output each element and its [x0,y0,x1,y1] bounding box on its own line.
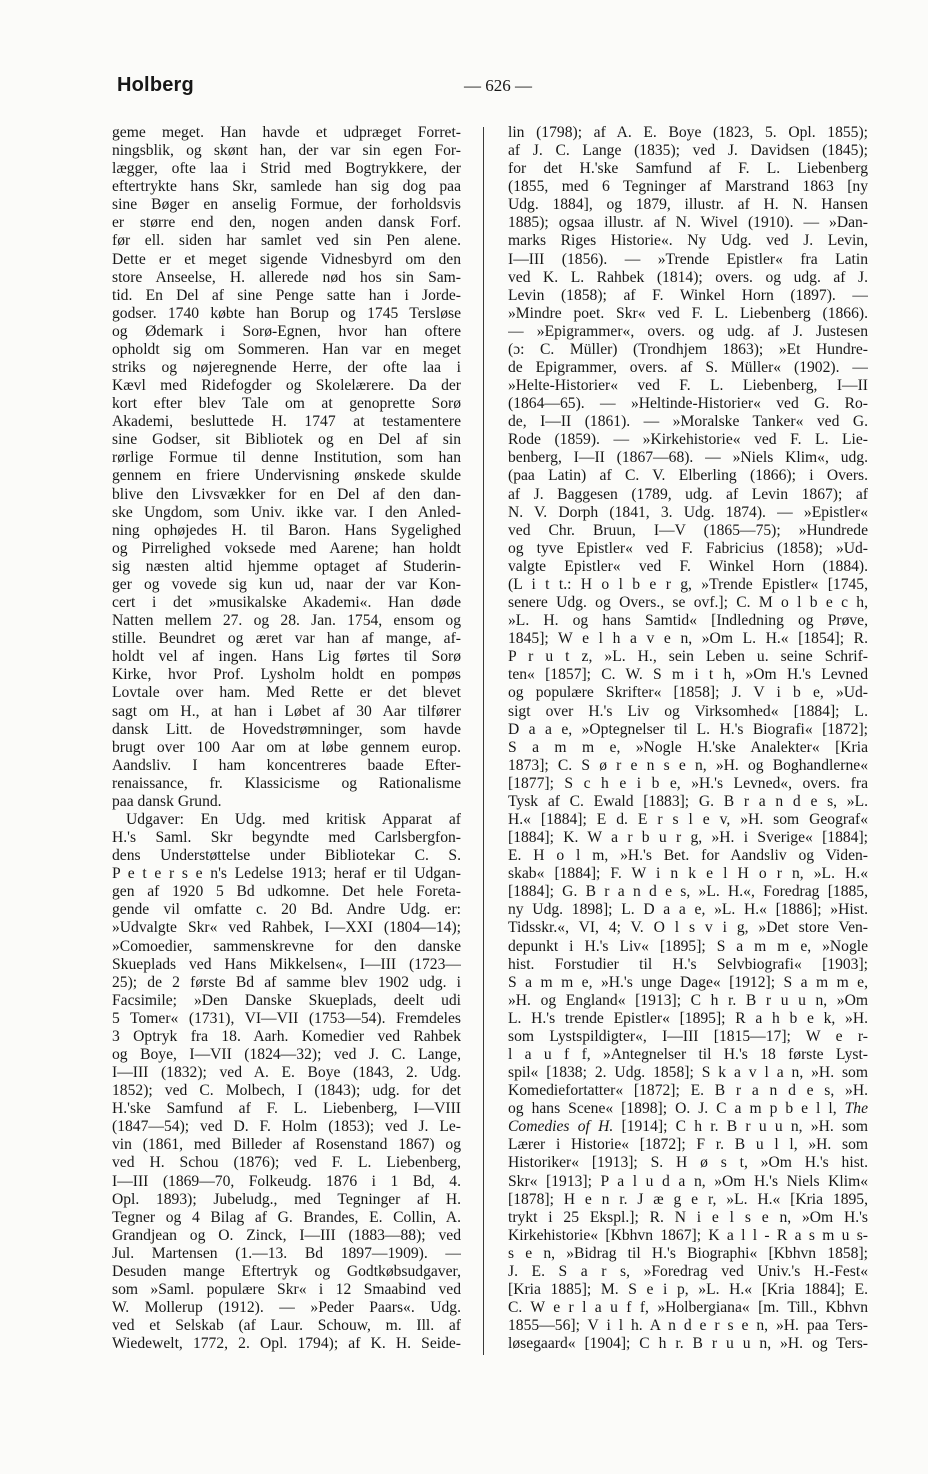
text-line: Lærer i Historie« [1872]; F r. B u l l, »H. som [508,1136,868,1154]
text-line: stille. Beundret og æret var han af mange, af- [112,630,461,648]
text-line: P r u t z, »L. H., sein Leben u. seine Schrif- [508,648,868,666]
text-line: som Lystspildigter«, I—III [1815—17]; W e r- [508,1027,868,1045]
text-line: ved K. L. Rahbek (1814); overs. og udg. af J. [508,268,868,286]
text-line: ten« [1857]; C. W. S m i t h, »Om H.'s Levned [508,666,868,684]
text-line: holdt vel af ingen. Hans Lig førtes til Sorø [112,648,461,666]
text-line: Skueplads ved Hans Mikkelsen«, I—III (1723— [112,955,461,973]
text-line: (L i t t.: H o l b e r g, »Trende Epistler« [1745, [508,575,868,593]
text-line: Kirkehistorie« [Kbhvn 1867]; K a l l - R a s m u s- [508,1226,868,1244]
text-line: 25); de 2 første Bd af samme blev 1902 udg. i [112,973,461,991]
text-line: blive den Livsvækker for en Del af den dan- [112,485,461,503]
text-line: Akademi, besluttede H. 1747 at testamentere [112,413,461,431]
text-line: ved H. Schou (1876); ved F. L. Liebenberg, [112,1154,461,1172]
text-line: Wiedewelt, 1772, 2. Opl. 1794); af K. H. Seide- [112,1335,461,1353]
text-line: er større end den, nogen anden dansk Forf. [112,214,461,232]
text-line: I—III (1869—70, Folkeudg. 1876 i 1 Bd, 4. [112,1172,461,1190]
text-segment: [1914]; C h r. B r u u n, »H. som [613,1118,868,1136]
text-line: vin (1861, med Billeder af Rosenstand 1867) og [112,1136,461,1154]
text-line: for det H.'ske Samfund af F. L. Liebenberg [508,160,868,178]
text-line: sig næsten altid hjemme optaget af Studerin- [112,557,461,575]
text-line: valgte Epistler« ved F. Winkel Horn (1884). [508,557,868,575]
text-line: [Kria 1885]; M. S e i p, »L. H.« [Kria 1884]; E. [508,1281,868,1298]
text-line: H.« [1884]; E d. E r s l e v, »H. som Geograf« [508,810,868,828]
text-line: lægger, ofte laa i Strid med Bogtrykkere, der [112,160,461,178]
text-line: og Pirrelighed voksede med Aarene; han holdt [112,539,461,557]
text-line: gennem en friere Undervisning ønskede skulde [112,467,461,485]
text-line: godser. 1740 købte han Borup og 1745 Tersløse [112,304,461,322]
text-line: sine Bøger en anselig Formue, der forholdsvis [112,196,461,214]
text-line: paa dansk Grund. [112,792,222,810]
text-line: »Comoedier, sammenskrevne for den danske [112,937,461,955]
text-line: Kævl med Ridefogder og Skolelærere. Da der [112,377,461,395]
text-line: sine Godser, sit Bibliotek og en Del af sin [112,431,461,449]
text-line [508,1100,868,1118]
text-line: C. W e r l a u f f, »Holbergiana« [m. Till., Kbhvn [508,1299,868,1317]
text-line: s e n, »Bidrag til H.'s Biographi« [Kbhvn 1858]; [508,1244,868,1262]
text-line: L. H.'s trende Epistler« [1895]; R a h b e k, »H. [508,1009,868,1027]
text-line: [1884]; G. B r a n d e s, »L. H.«, Foredrag [1885, [508,883,868,901]
text-line: tid. En Del af sine Penge satte han i Jorde- [112,286,461,304]
text-line: »Udvalgte Skr« ved Rahbek, I—XXI (1804—14); [112,919,461,937]
text-line: (1864—65). — »Heltinde-Historier« ved G. Ro- [508,395,868,413]
text-line: trykt i 25 Ekspl.]; R. N i e l s e n, »Om H.'s [508,1208,868,1226]
text-line: og tyve Epistler« ved F. Fabricius (1858); »Ud- [508,539,868,557]
text-line: depunkt i H.'s Liv« [1895]; S a m m e, »Nogle [508,937,868,955]
text-line: striks og nøjeregnende Herre, der ofte laa i [112,359,461,377]
text-line: gende vil omfatte c. 20 Bd. Andre Udg. er: [112,901,461,919]
text-line: J. E. S a r s, »Foredrag ved Univ.'s H.-Fest« [508,1262,868,1280]
text-line: Facsimile; »Den Danske Skueplads, deelt udi [112,991,461,1009]
text-line: de, I—II (1861). — »Moralske Tanker« ved G. [508,413,868,431]
text-line: »Mindre poet. Skr« ved F. L. Liebenberg (1866). [508,304,868,322]
italic-title: The [844,1100,868,1118]
text-line: P e t e r s e n's Ledelse 1913; heraf er til Udgan- [112,865,461,883]
text-line: Natten mellem 27. og 28. Jan. 1754, ensom og [112,612,461,630]
text-line: Tidsskr.«, VI, 4; V. O l s v i g, »Det store Ven- [508,919,868,937]
text-line: 3 Optryk fra 18. Aarh. Komedier ved Rahbek [112,1027,461,1045]
text-line: gen af 1920 5 Bd udkomne. Det hele Foreta- [112,883,461,901]
text-line: cert i det »musikalske Akademi«. Han døde [112,594,461,612]
text-line: af J. C. Lange (1835); ved J. Davidsen (1845); [508,142,868,160]
text-line: spil« [1838; 2. Udg. 1858]; S k a v l a n, »H. som [508,1064,868,1082]
text-line: I—III (1832); ved A. E. Boye (1843, 2. Udg. [112,1064,461,1082]
text-line: brugt over 100 Aar om at løbe gennem europ. [112,738,461,756]
text-line: l a u f f, »Antegnelser til H.'s 18 første Lyst- [508,1045,868,1063]
page-number: — 626 — [464,76,532,95]
text-line: Rode (1859). — »Kirkehistorie« ved F. L. Lie- [508,431,868,449]
text-line: lin (1798); af A. E. Boye (1823, 5. Opl. 1855); [508,124,868,141]
text-line: sigt over H.'s Liv og Virksomhed« [1884]; L. [508,702,868,720]
text-line: D a a e, »Optegnelser til L. H.'s Biografi« [1872]; [508,720,868,738]
text-line: 1885); ogsaa illustr. af N. Wivel (1910). — »Dan- [508,214,868,232]
text-line: [1877]; S c h e i b e, »H.'s Levned«, overs. fra [508,774,868,792]
text-line: S a m m e, »H.'s unge Dage« [1912]; S a m m e, [508,973,868,991]
text-line: Udgaver: En Udg. med kritisk Apparat af [126,810,461,828]
text-line: ved Chr. Bruun, I—V (1865—75); »Hundrede [508,521,868,539]
text-line: opholdt sig om Sommeren. Han var en meget [112,340,461,358]
text-line: Skr« [1913]; P a l u d a n, »Om H.'s Niels Klim« [508,1172,868,1190]
text-line: dansk Litt. de Hovedstrømninger, som havde [112,720,461,738]
text-line: senere Udg. og Overs., se ovf.]; C. M o l b e c h, [508,594,868,612]
text-line: skab« [1884]; F. W i n k e l H o r n, »L. H.« [508,865,868,883]
text-line: W. Mollerup (1912). — »Peder Paars«. Udg. [112,1299,461,1317]
text-line: ger og vovede sig kun ud, naar der var Kon- [112,575,461,593]
text-line: I—III (1856). — »Trende Epistler« fra Latin [508,250,868,268]
text-line: store Anseelse, H. allerede nød hos sin Sam- [112,268,461,286]
text-line: [1878]; H e n r. J æ g e r, »L. H.« [Kria 1895, [508,1190,868,1208]
text-line: og populære Skrifter« [1858]; J. V i b e, »Ud- [508,684,868,702]
running-head: Holberg [117,74,194,96]
text-line: 1873]; C. S ø r e n s e n, »H. og Boghandlerne« [508,756,868,774]
text-line: (paa Latin) af C. V. Elberling (1866); i Overs. [508,467,868,485]
text-line: Kirke, hvor Prof. Lysholm holdt en pompøs [112,666,461,684]
text-line: Opl. 1893); Jubeludg., med Tegninger af H. [112,1190,461,1208]
text-line: Komediefortatter« [1872]; E. B r a n d e s, »H. [508,1082,868,1100]
text-line: H.'ske Samfund af F. L. Liebenberg, I—VIII [112,1100,461,1118]
text-line: og Boye, I—VII (1824—32); ved J. C. Lange, [112,1045,461,1063]
text-line: af J. Baggesen (1789, udg. af Levin 1867); af [508,485,868,503]
text-line: Aandsliv. I ham koncentreres baade Efter- [112,756,461,774]
column-divider [483,127,484,1355]
text-line: (1847—54); ved D. F. Holm (1853); ved J. Le- [112,1118,461,1136]
text-line: marks Riges Historie«. Ny Udg. ved J. Levin, [508,232,868,250]
text-line: [1884]; K. W a r b u r g, »H. i Sverige« [1884]; [508,829,868,847]
text-line: »H. og England« [1913]; C h r. B r u u n, »Om [508,991,868,1009]
text-line: Lovtale over ham. Med Rette er det blevet [112,684,461,702]
text-line: 1852); ved C. Molbech, I (1843); udg. for det [112,1082,461,1100]
left-column [112,124,461,1353]
text-line: 1845]; W e l h a v e n, »Om L. H.« [1854]; R. [508,630,868,648]
text-line: geme meget. Han havde et udpræget Forret- [112,124,461,141]
text-line: benberg, I—II (1867—68). — »Niels Klim«, udg. [508,449,868,467]
text-line: (ɔ: C. Müller) (Trondhjem 1863); »Et Hundre- [508,340,868,358]
text-line: ny Udg. 1898]; L. D a a e, »L. H.« [1886]; »Hist. [508,901,868,919]
text-line: E. H o l m, »H.'s Bet. for Aandsliv og Viden- [508,847,868,865]
text-line: Historiker« [1913]; S. H ø s t, »Om H.'s hist. [508,1154,868,1172]
text-line: H.'s Saml. Skr begyndte med Carlsbergfon- [112,829,461,847]
text-line: rørlige Formue til denne Institution, som han [112,449,461,467]
text-line: sagt om H., at han i Løbet af 30 Aar tilfører [112,702,461,720]
text-line: 1855—56]; V i l h. A n d e r s e n, »H. paa Ters- [508,1317,868,1335]
text-line: S a m m e, »Nogle H.'ske Analekter« [Kria [508,738,868,756]
text-line: Jul. Martensen (1.—13. Bd 1897—1909). — [112,1244,461,1262]
text-line: før ell. siden har samlet ved sin Pen alene. [112,232,461,250]
text-line: og Ødemark i Sorø-Egnen, hvor han oftere [112,322,461,340]
text-line: ske Ungdom, som Univ. ikke var. I den Anled- [112,503,461,521]
text-line: 5 Tomer« (1731), VI—VII (1753—54). Fremdeles [112,1009,461,1027]
text-line: som »Saml. populære Skr« i 12 Smaabind ved [112,1281,461,1298]
text-line: — »Epigrammer«, overs. og udg. af J. Justesen [508,322,868,340]
text-line: Desuden mange Eftertryk og Godtkøbsudgaver, [112,1262,461,1280]
text-line: Dette er et meget sigende Vidnesbyrd om den [112,250,461,268]
text-line: hist. Forstudier til H.'s Selvbiografi« [1903]; [508,955,868,973]
text-line: Levin (1858); af F. Winkel Horn (1897). — [508,286,868,304]
text-line: N. V. Dorph (1841, 3. Udg. 1874). — »Epistler« [508,503,868,521]
text-line: ved et Selskab (af Laur. Schouw, m. Ill. af [112,1317,461,1335]
right-column [508,124,868,1353]
text-segment: og hans Scene« [1898]; O. J. C a m p b e l l, [508,1100,845,1118]
text-line: »Helte-Historier« ved F. L. Liebenberg, I—II [508,377,868,395]
text-line: Tysk af C. Ewald [1883]; G. B r a n d e s, »L. [508,792,868,810]
text-line: kort efter blev Tale om at genoprette Sorø [112,395,461,413]
text-line: eftertrykte hans Skr, samlede han sig dog paa [112,178,461,196]
text-line: »L. H. og hans Samtid« [Indledning og Prøve, [508,612,868,630]
text-line: de Epigrammer, overs. af S. Müller« (1902). — [508,359,868,377]
text-line: løsegaard« [1904]; C h r. B r u u n, »H. og Ters- [508,1335,868,1353]
italic-title: Comedies of H. [508,1118,614,1136]
text-line: Tegner og 4 Bilag af G. Brandes, E. Collin, A. [112,1208,461,1226]
text-line: ning ophøjedes H. til Baron. Hans Sygelighed [112,521,461,539]
text-line: Grandjean og O. Zinck, I—III (1883—88); ved [112,1226,461,1244]
text-line [508,1118,868,1136]
text-line: Udg. 1884], og 1879, illustr. af H. N. Hansen [508,196,868,214]
text-line: dens Understøttelse under Bibliotekar C. S. [112,847,461,865]
text-line: (1855, med 6 Tegninger af Marstrand 1863 [ny [508,178,868,196]
text-line: renaissance, fr. Klassicisme og Rationalisme [112,774,461,792]
text-line: ningsblik, og skønt han, der var sin egen For- [112,142,461,160]
